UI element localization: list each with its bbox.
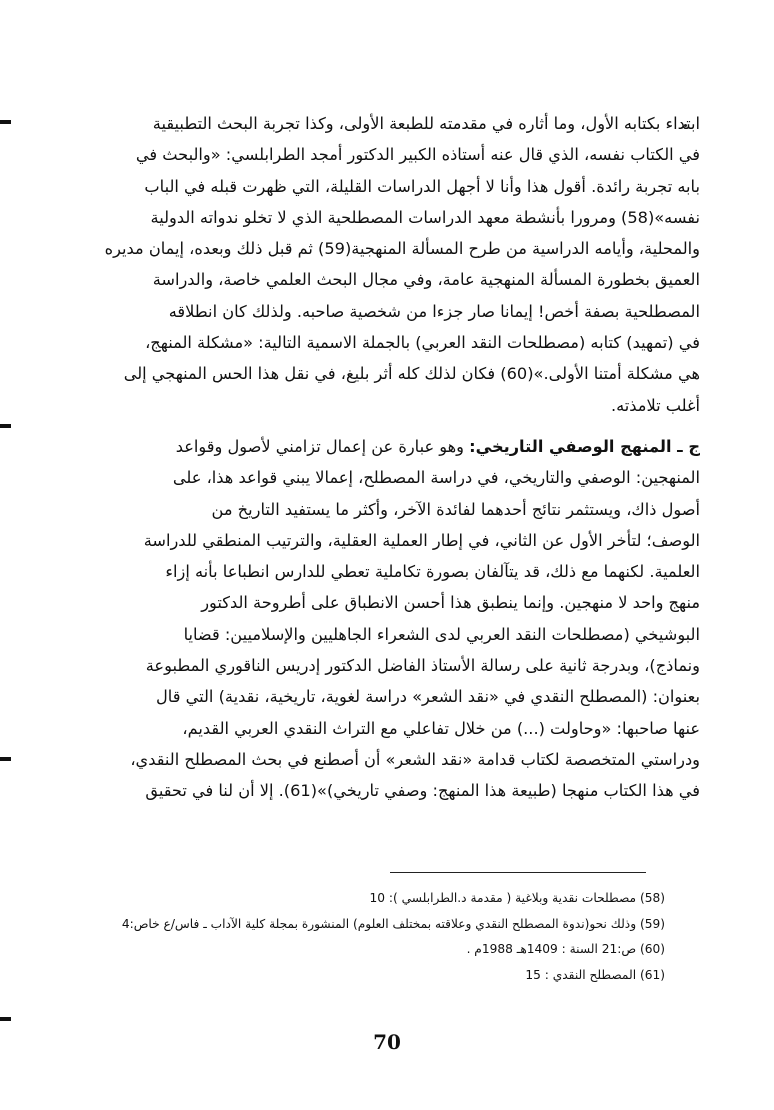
section-line: البوشيخي (مصطلحات النقد العربي لدى الشعراء الجاهليين والإسلاميين: قضايا <box>183 624 700 644</box>
section-line: منهج واحد لا منهجين. وإنما ينطبق هذا أحسن الانطباق على أطروحة الدكتور <box>201 593 700 613</box>
section-line: في هذا الكتاب منهجا (طبيعة هذا المنهج: وصفي تاريخي)»(61). إلا أن لنا في تحقيق <box>145 781 700 801</box>
body-text <box>70 108 700 807</box>
footnote: (59) وذلك نحو(ندوة المصطلح النقدي وعلاقته بمختلف العلوم) المنشورة بمجلة كلية الآداب ـ فاس/ع خاص:4 <box>121 916 665 931</box>
body-line: أغلب تلامذته. <box>610 395 700 415</box>
body-line: في (تمهيد) كتابه (مصطلحات النقد العربي) بالجملة الاسمية التالية: «مشكلة المنهج، <box>145 333 700 353</box>
body-line: والمحلية، وأيامه الدراسية من طرح المسألة المنهجية(59) ثم قبل ذلك وبعده، إيمان مديره <box>104 239 700 259</box>
section-line: وهو عبارة عن إعمال تزامني لأصول وقواعد <box>175 436 464 456</box>
section-line: عنها صاحبها: «وحاولت (...) من خلال تفاعلي مع التراث النقدي العربي القديم، <box>182 718 700 738</box>
footnote: (58) مصطلحات نقدية وبلاغية ( مقدمة د.الطرابلسي ): 10 <box>369 891 665 905</box>
body-line: المصطلحية بصفة أخص! إيمانا صار جزءا من شخصية صاحبه. ولذلك كان انطلاقه <box>168 301 700 321</box>
body-line: ابتداء بكتابه الأول، وما أثاره في مقدمته للطبعة الأولى، وكذا تجربة البحث التطبيقية <box>152 114 700 133</box>
margin-tab-mark <box>0 1017 11 1021</box>
section-line: ونماذج)، وبدرجة ثانية على رسالة الأستاذ الفاضل الدكتور إدريس الناقوري المطبوعة <box>145 656 700 676</box>
section-heading-line <box>70 431 700 462</box>
section-line: أصول ذاك، ويستثمر نتائج أحدهما لفائدة الآخر، وأكثر ما يستفيد التاريخ من <box>211 499 700 519</box>
body-line: هي مشكلة أمتنا الأولى.»(60) فكان لذلك كله أثر بليغ، في نقل هذا الحس المنهجي إلى <box>123 364 700 384</box>
section-line: العلمية. لكنهما مع ذلك، قد يتآلفان بصورة تكاملية تعطي للدارس انطباعا بأنه إزاء <box>165 562 700 582</box>
body-line: في الكتاب نفسه، الذي قال عنه أستاذه الكبير الدكتور أمجد الطرابلسي: «والبحث في <box>135 145 700 165</box>
margin-tab-mark <box>0 120 11 124</box>
body-line: بابه تجربة رائدة. أقول هذا وأنا لا أجهل الدراسات القليلة، التي ظهرت قبله في الباب <box>144 176 700 196</box>
section-line: ودراستي المتخصصة لكتاب قدامة «نقد الشعر» أن أصطنع في بحث المصطلح النقدي، <box>130 749 700 769</box>
section-line: المنهجين: الوصفي والتاريخي، في دراسة المصطلح، إعمالا يبني قواعد هذا، على <box>172 468 700 488</box>
section-line: الوصف؛ لتأخر الأول عن الثاني، في إطار العملية العقلية، والترتيب المنطقي للدراسة <box>143 530 700 550</box>
footnote: (60) ص:21 السنة : 1409هـ 1988م . <box>466 942 665 957</box>
page-number: 70 <box>373 1030 401 1054</box>
body-line: العميق بخطورة المسألة المنهجية عامة، وفي مجال البحث العلمي خاصة، والدراسة <box>152 270 700 290</box>
body-line: نفسه»(58) ومرورا بأنشطة معهد الدراسات المصطلحية الذي لا تخلو ندواته الدولية <box>150 207 700 227</box>
footnotes <box>121 886 665 988</box>
margin-tab-mark <box>0 424 11 428</box>
section-line: بعنوان: (المصطلح النقدي في «نقد الشعر» دراسة لغوية، تاريخية، نقدية) التي قال <box>156 687 700 707</box>
section-heading: ج ـ المنهج الوصفي التاريخي: <box>469 436 700 456</box>
footnote: (61) المصطلح النقدي : 15 <box>525 967 665 982</box>
footnote-divider <box>390 872 646 873</box>
margin-tab-mark <box>0 757 11 761</box>
